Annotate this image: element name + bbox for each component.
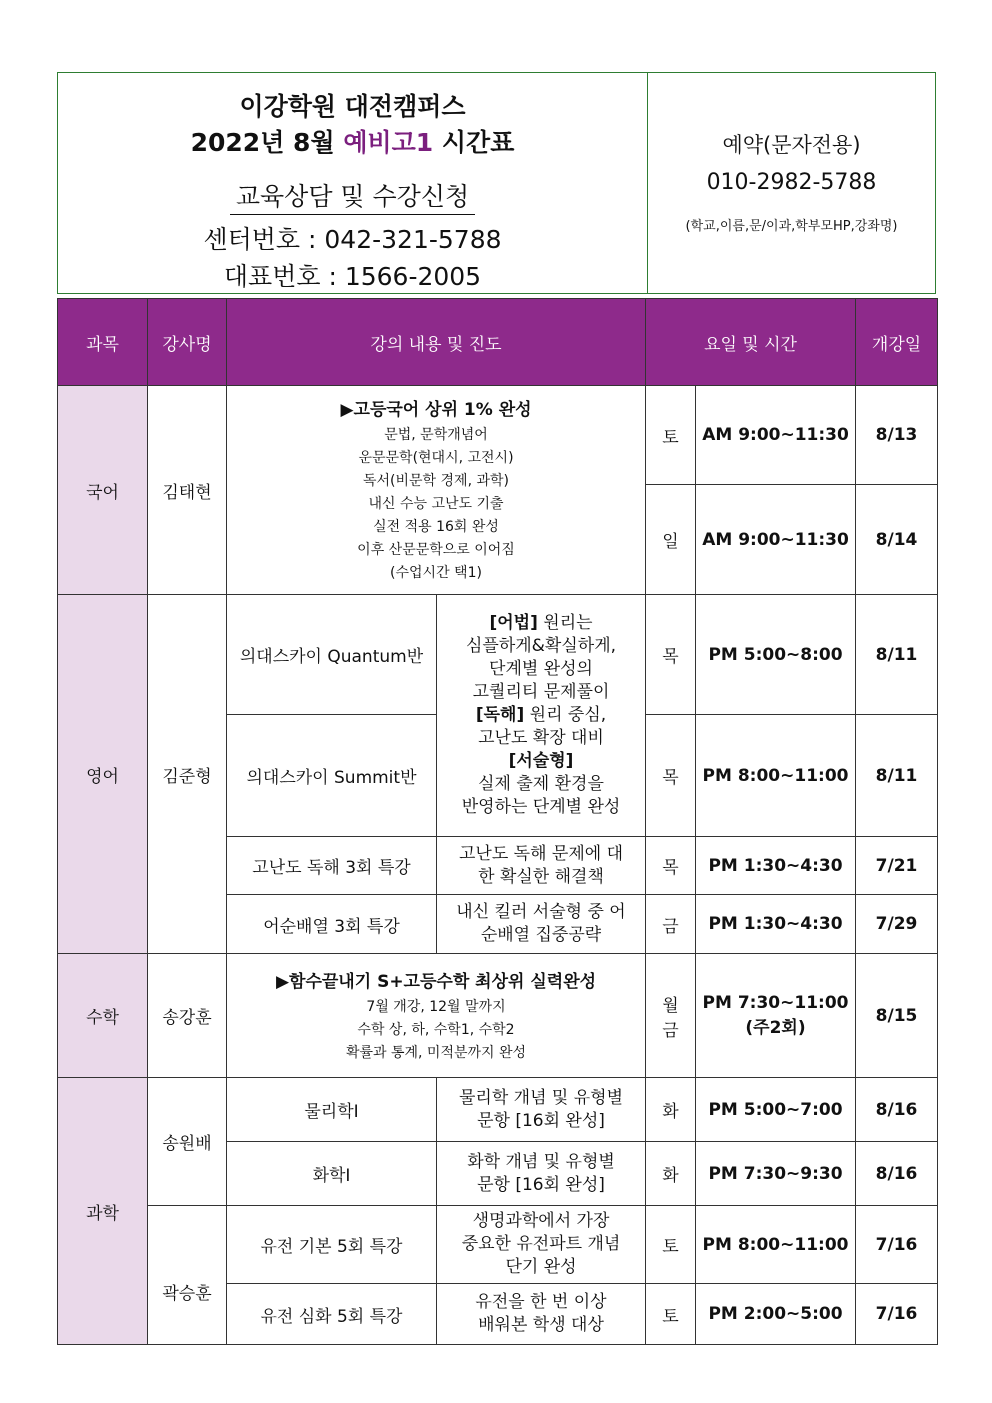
table-row: [58, 954, 938, 1078]
note-line: 화학 개념 및 유형별: [467, 1151, 615, 1172]
start-date-cell: 7/21: [856, 837, 938, 895]
time-cell: [696, 954, 856, 1078]
table-row: [58, 595, 938, 715]
math-line: 수학 상, 하, 수학1, 수학2: [357, 1021, 515, 1038]
time-cell: PM 1:30~4:30: [696, 895, 856, 954]
note-heading: [어법]: [489, 613, 538, 633]
note-line: 물리학 개념 및 유형별: [459, 1087, 624, 1108]
subject-english: 영어: [58, 595, 148, 954]
course-name: 화학I: [227, 1142, 437, 1206]
subject-science: 과학: [58, 1078, 148, 1345]
day-cell: [646, 954, 696, 1078]
teacher-science-2: [148, 1206, 227, 1345]
time-cell: AM 9:00~11:30: [696, 386, 856, 485]
course-name: 의대스카이 Quantum반: [227, 595, 437, 715]
subject-korean: 국어: [58, 386, 148, 595]
day-cell: 목: [646, 837, 696, 895]
start-date-cell: 8/15: [856, 954, 938, 1078]
course-note: [437, 1142, 646, 1206]
header-subject: 과목: [58, 299, 148, 386]
start-date-cell: 8/16: [856, 1078, 938, 1142]
start-date-cell: 7/29: [856, 895, 938, 954]
time-cell: PM 1:30~4:30: [696, 837, 856, 895]
subject-math: 수학: [58, 954, 148, 1078]
schedule-title-prefix: 2022년 8월: [190, 128, 335, 157]
korean-line: 실전 적용 16회 완성: [373, 519, 499, 535]
note-line: 단기 완성: [505, 1257, 577, 1277]
math-content: [227, 954, 646, 1078]
korean-course-title: ▶고등국어 상위 1% 완성: [340, 400, 532, 420]
korean-line: (수업시간 택1): [390, 565, 482, 581]
note-text: 원리 중심,: [529, 705, 607, 725]
table-row: [58, 1078, 938, 1142]
start-date-cell: 7/16: [856, 1206, 938, 1284]
course-note: [437, 1284, 646, 1345]
reserve-label: 예약(문자전용): [722, 133, 861, 157]
teacher-math: 송강훈: [148, 954, 227, 1078]
note-line: 심플하게&확실하게,: [465, 636, 617, 656]
day-line: 월: [662, 995, 679, 1016]
day-cell: 목: [646, 715, 696, 837]
day-cell: 화: [646, 1142, 696, 1206]
time-cell: PM 5:00~8:00: [696, 595, 856, 715]
start-date-cell: 8/16: [856, 1142, 938, 1206]
course-note: [437, 1078, 646, 1142]
math-line: 7월 개강, 12월 말까지: [366, 998, 506, 1015]
note-heading: [독해]: [475, 705, 525, 725]
day-cell: 목: [646, 595, 696, 715]
note-line: 중요한 유전파트 개념: [461, 1234, 621, 1254]
note-line: [437, 750, 645, 773]
consult-heading: [58, 177, 647, 213]
time-line: (주2회): [745, 1018, 806, 1038]
teacher-science-1: 송원배: [148, 1078, 227, 1206]
course-name: 고난도 독해 3회 특강: [227, 837, 437, 895]
note-line: 고난도 확장 대비: [478, 728, 604, 748]
timetable: [57, 298, 938, 1345]
teacher-korean: 김태현: [148, 386, 227, 595]
day-cell: 토: [646, 1206, 696, 1284]
schedule-title-suffix: 시간표: [441, 128, 515, 157]
note-heading: [서술형]: [508, 751, 574, 771]
start-date-cell: 8/14: [856, 485, 938, 595]
note-line: 고퀄리티 문제풀이: [472, 682, 610, 702]
header-start: 개강일: [856, 299, 938, 386]
note-line: 고난도 독해 문제에 대: [459, 843, 624, 864]
korean-content: [227, 386, 646, 595]
course-name: 유전 심화 5회 특강: [227, 1284, 437, 1345]
time-cell: PM 7:30~9:30: [696, 1142, 856, 1206]
schedule-title: [58, 123, 647, 159]
note-line: 문항 [16회 완성]: [477, 1110, 605, 1131]
korean-line: 운문문학(현대시, 고전시): [358, 450, 514, 466]
start-date-cell: 8/11: [856, 595, 938, 715]
course-name: 물리학I: [227, 1078, 437, 1142]
course-note: [437, 895, 646, 954]
start-date-cell: 8/11: [856, 715, 938, 837]
note-line: 반영하는 단계별 완성: [461, 797, 621, 817]
center-phone: 센터번호 : 042-321-5788: [203, 225, 502, 254]
course-note: [437, 1206, 646, 1284]
note-line: 배워본 학생 대상: [478, 1315, 604, 1335]
day-cell: 토: [646, 386, 696, 485]
consult-heading-text: 교육상담 및 수강신청: [230, 182, 475, 215]
note-line: 생명과학에서 가장: [472, 1211, 610, 1231]
time-cell: AM 9:00~11:30: [696, 485, 856, 595]
math-course-title: ▶함수끝내기 S+고등수학 최상위 실력완성: [275, 971, 597, 992]
math-line: 확률과 통계, 미적분까지 완성: [345, 1044, 527, 1061]
day-cell: 일: [646, 485, 696, 595]
note-line: 한 확실한 해결책: [478, 866, 604, 887]
english-shared-note: [437, 595, 646, 837]
note-line: 문항 [16회 완성]: [477, 1174, 605, 1195]
header-content: 강의 내용 및 진도: [227, 299, 646, 386]
note-line: 실제 출제 환경을: [478, 774, 604, 794]
main-phone: 대표번호 : 1566-2005: [223, 262, 482, 291]
course-name: 어순배열 3회 특강: [227, 895, 437, 954]
header-teacher: 강사명: [148, 299, 227, 386]
academy-title: 이강학원 대전캠퍼스: [239, 92, 466, 121]
note-line: 유전을 한 번 이상: [475, 1292, 607, 1312]
korean-line: 이후 산문문학으로 이어짐: [357, 542, 515, 558]
header-right: [648, 73, 935, 293]
note-line: 내신 킬러 서술형 중 어: [456, 902, 626, 922]
time-cell: PM 5:00~7:00: [696, 1078, 856, 1142]
teacher-science-2-text: 곽승훈: [162, 1284, 212, 1304]
header-left: [58, 73, 648, 293]
reserve-note: (학교,이름,문/이과,학부모HP,강좌명): [685, 219, 898, 234]
start-date-cell: 7/16: [856, 1284, 938, 1345]
note-line: 단계별 완성의: [489, 659, 593, 679]
korean-line: 독서(비문학 경제, 과학): [363, 473, 509, 489]
day-cell: 화: [646, 1078, 696, 1142]
note-line: [437, 704, 645, 727]
korean-line: 문법, 문학개념어: [384, 427, 488, 443]
day-cell: 토: [646, 1284, 696, 1345]
header-box: [57, 72, 936, 294]
time-line: PM 7:30~11:00: [702, 993, 849, 1013]
time-cell: PM 8:00~11:00: [696, 1206, 856, 1284]
start-date-cell: 8/13: [856, 386, 938, 485]
time-cell: PM 2:00~5:00: [696, 1284, 856, 1345]
note-line: [437, 612, 645, 635]
time-cell: PM 8:00~11:00: [696, 715, 856, 837]
day-line: 금: [662, 1020, 679, 1041]
course-name: 의대스카이 Summit반: [227, 715, 437, 837]
course-note: [437, 837, 646, 895]
korean-line: 내신 수능 고난도 기출: [368, 496, 504, 512]
day-cell: 금: [646, 895, 696, 954]
course-name: 유전 기본 5회 특강: [227, 1206, 437, 1284]
table-row: [58, 386, 938, 485]
teacher-english: 김준형: [148, 595, 227, 954]
note-text: 원리는: [543, 613, 593, 633]
header-schedule: 요일 및 시간: [646, 299, 856, 386]
schedule-title-accent: 예비고1: [343, 128, 434, 157]
note-line: 순배열 집중공략: [480, 925, 602, 945]
reserve-phone: 010-2982-5788: [706, 170, 877, 195]
table-row: [58, 1206, 938, 1284]
table-header-row: [58, 299, 938, 386]
